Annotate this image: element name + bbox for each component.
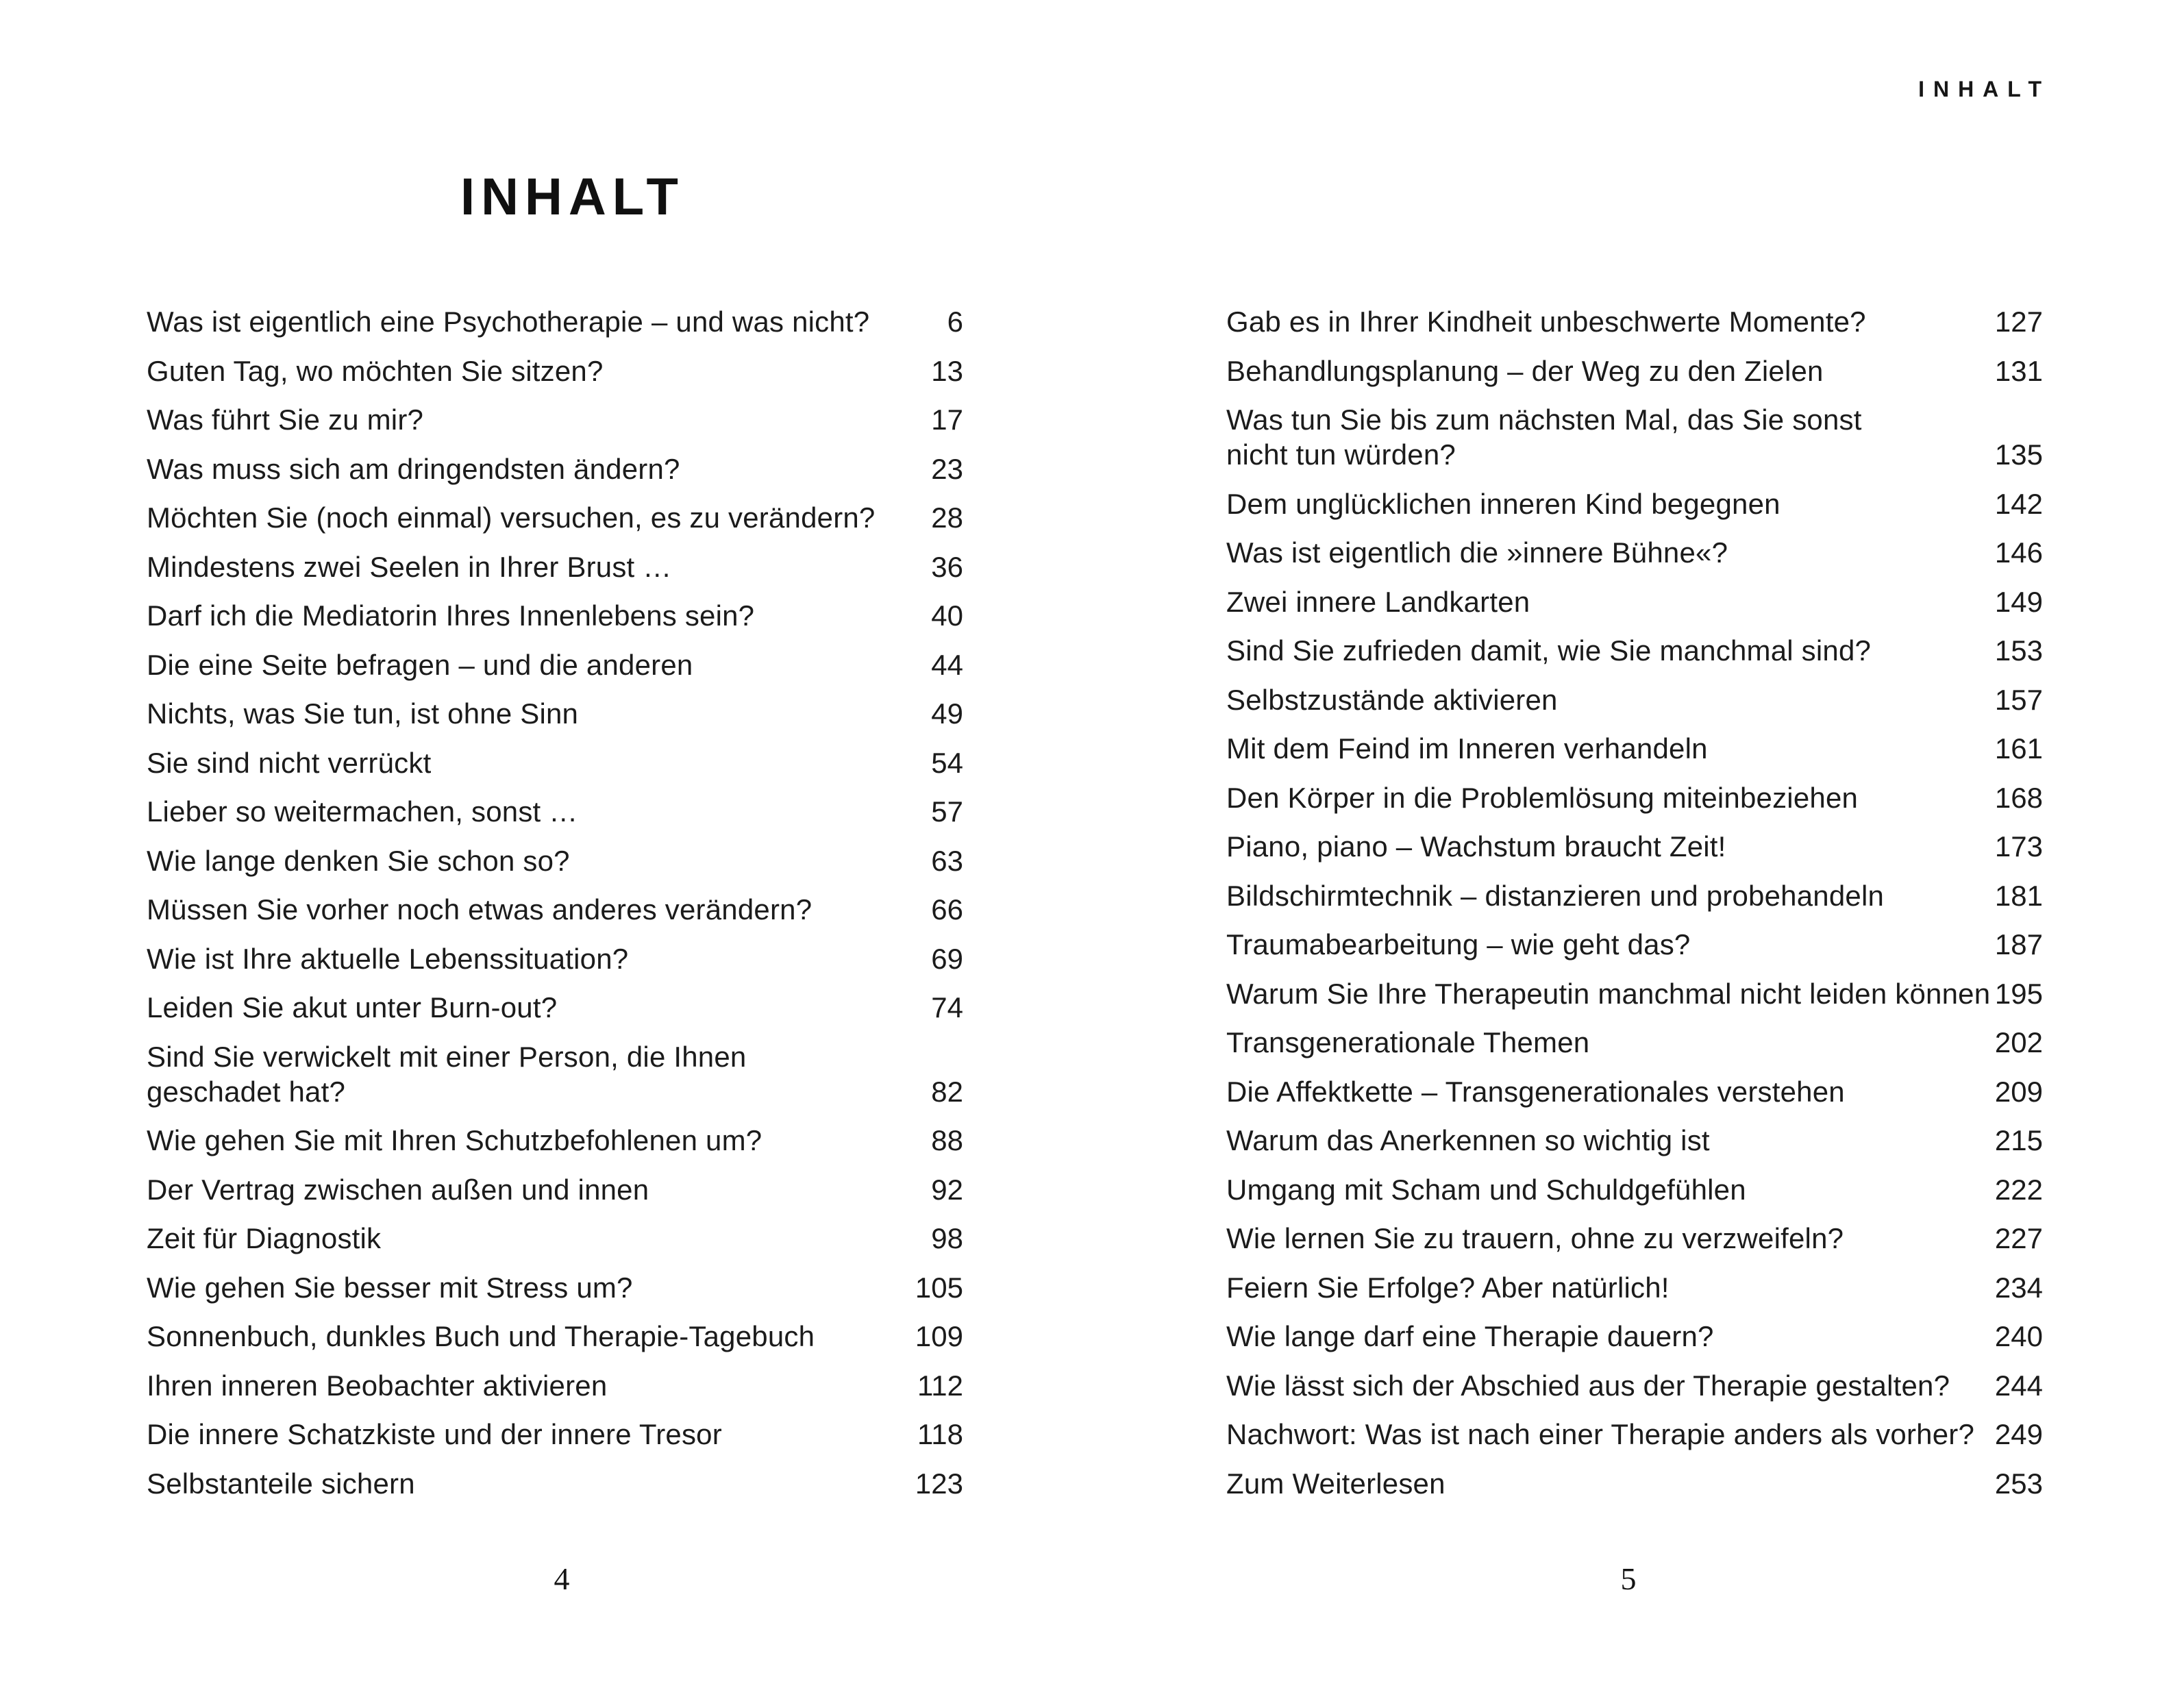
toc-entry-page-number: 253 <box>1994 1467 2043 1500</box>
toc-entry-page-number: 135 <box>1994 438 2043 471</box>
toc-entry-title <box>1226 633 1978 668</box>
toc-entry-title-line: Mindestens zwei Seelen in Ihrer Brust … <box>147 550 672 583</box>
toc-entry-page-number: 131 <box>1994 354 2043 387</box>
toc-entry-title-line: Die innere Schatzkiste und der innere Tresor <box>147 1418 722 1450</box>
toc-entry-title <box>147 402 915 437</box>
toc-entry-title-line: Feiern Sie Erfolge? Aber natürlich! <box>1226 1271 1670 1304</box>
toc-entry <box>147 304 963 339</box>
toc-entry-page-number: 74 <box>931 991 963 1024</box>
toc-entry-title <box>147 941 915 976</box>
toc-entry-page-number: 82 <box>931 1075 963 1108</box>
toc-entry-title-line: Sind Sie verwickelt mit einer Person, die Ihnen <box>147 1040 747 1073</box>
toc-entry-title <box>147 1039 915 1109</box>
toc-entry <box>1226 633 2043 668</box>
toc-entry-page-number: 98 <box>931 1222 963 1254</box>
toc-entry-title-line: Die Affektkette – Transgenerationales verstehen <box>1226 1075 1845 1108</box>
page-title: INHALT <box>460 168 684 226</box>
toc-column-right <box>1226 304 2043 1515</box>
toc-entry-title-line: Wie lange denken Sie schon so? <box>147 844 570 877</box>
toc-entry-page-number: 44 <box>931 648 963 681</box>
toc-entry-title-line: Warum das Anerkennen so wichtig ist <box>1226 1124 1710 1156</box>
toc-entry-title-line: Guten Tag, wo möchten Sie sitzen? <box>147 354 604 387</box>
toc-entry-page-number: 234 <box>1994 1271 2043 1304</box>
running-header: INHALT <box>1918 77 2050 101</box>
toc-entry <box>147 402 963 437</box>
toc-entry <box>147 1466 963 1501</box>
toc-entry-page-number: 69 <box>931 942 963 975</box>
toc-entry-title-line: Umgang mit Scham und Schuldgefühlen <box>1226 1173 1746 1206</box>
toc-entry-page-number: 66 <box>931 893 963 926</box>
toc-entry <box>147 696 963 731</box>
toc-entry-title-line: Transgenerationale Themen <box>1226 1026 1590 1058</box>
toc-entry-title <box>1226 304 1978 339</box>
toc-entry-page-number: 249 <box>1994 1418 2043 1450</box>
toc-entry <box>147 745 963 780</box>
toc-entry-title <box>1226 1417 1978 1452</box>
toc-entry <box>1226 731 2043 766</box>
toc-entry-page-number: 146 <box>1994 536 2043 569</box>
toc-entry-title <box>1226 829 1978 864</box>
toc-entry-title-line: Wie gehen Sie mit Ihren Schutzbefohlenen um? <box>147 1124 762 1156</box>
toc-entry <box>147 990 963 1025</box>
toc-entry <box>147 500 963 535</box>
toc-entry <box>147 647 963 682</box>
toc-entry-page-number: 127 <box>1994 306 2043 338</box>
toc-entry-title-line: Behandlungsplanung – der Weg zu den Zielen <box>1226 354 1824 387</box>
toc-entry <box>1226 1123 2043 1158</box>
toc-entry-title <box>1226 402 1978 472</box>
toc-entry-title <box>147 990 915 1025</box>
toc-entry-page-number: 173 <box>1994 830 2043 863</box>
toc-entry <box>1226 976 2043 1011</box>
toc-entry-title <box>147 843 915 878</box>
toc-entry-title-line: geschadet hat? <box>147 1075 346 1108</box>
toc-entry-page-number: 222 <box>1994 1173 2043 1206</box>
toc-column-left <box>147 304 963 1515</box>
toc-entry-page-number: 202 <box>1994 1026 2043 1058</box>
toc-entry-title <box>147 696 915 731</box>
toc-entry-page-number: 153 <box>1994 634 2043 667</box>
toc-entry-title <box>1226 976 1991 1011</box>
toc-entry-title-line: Was führt Sie zu mir? <box>147 404 424 436</box>
toc-entry-page-number: 23 <box>931 452 963 485</box>
toc-entry-page-number: 49 <box>931 697 963 730</box>
toc-entry <box>1226 402 2043 472</box>
toc-entry-page-number: 240 <box>1994 1320 2043 1352</box>
toc-entry-title-line: Selbstanteile sichern <box>147 1467 415 1500</box>
toc-entry-title-line: Wie ist Ihre aktuelle Lebenssituation? <box>147 942 629 975</box>
toc-entry-title-line: Warum Sie Ihre Therapeutin manchmal nicht leiden können <box>1226 977 1991 1010</box>
toc-entry-title <box>147 1123 915 1158</box>
toc-entry <box>1226 535 2043 570</box>
toc-entry-title-line: Traumabearbeitung – wie geht das? <box>1226 928 1691 960</box>
toc-entry-title <box>1226 878 1978 913</box>
toc-entry-title-line: Müssen Sie vorher noch etwas anderes verändern? <box>147 893 812 926</box>
toc-entry-title <box>1226 1270 1978 1305</box>
toc-entry-page-number: 244 <box>1994 1369 2043 1402</box>
toc-entry-title <box>1226 780 1978 815</box>
toc-entry-title <box>1226 1221 1978 1256</box>
toc-entry-page-number: 168 <box>1994 781 2043 814</box>
toc-entry <box>147 1172 963 1207</box>
toc-entry-title <box>1226 1172 1978 1207</box>
toc-entry <box>1226 1319 2043 1354</box>
toc-entry-title-line: Die eine Seite befragen – und die anderen <box>147 648 693 681</box>
toc-entry-title <box>147 598 915 633</box>
toc-entry-title <box>1226 535 1978 570</box>
toc-entry <box>147 1417 963 1452</box>
toc-entry-title-line: Dem unglücklichen inneren Kind begegnen <box>1226 487 1780 520</box>
toc-entry-title <box>147 647 915 682</box>
toc-entry <box>147 892 963 927</box>
toc-entry <box>1226 1221 2043 1256</box>
toc-entry-title <box>147 892 915 927</box>
toc-entry-title-line: Zwei innere Landkarten <box>1226 585 1530 618</box>
toc-entry-page-number: 118 <box>917 1418 963 1450</box>
toc-entry-title <box>147 1172 915 1207</box>
toc-entry-title-line: Zum Weiterlesen <box>1226 1467 1445 1500</box>
toc-entry-title-line: Leiden Sie akut unter Burn-out? <box>147 991 558 1024</box>
toc-entry-title-line: Nichts, was Sie tun, ist ohne Sinn <box>147 697 579 730</box>
toc-entry-page-number: 28 <box>931 501 963 534</box>
toc-entry <box>1226 1417 2043 1452</box>
toc-entry <box>147 941 963 976</box>
toc-entry-page-number: 13 <box>931 354 963 387</box>
toc-entry-page-number: 57 <box>931 795 963 828</box>
toc-entry-title-line: Gab es in Ihrer Kindheit unbeschwerte Momente? <box>1226 306 1866 338</box>
toc-entry <box>1226 780 2043 815</box>
toc-entry <box>147 549 963 584</box>
toc-entry <box>147 843 963 878</box>
toc-entry-title <box>1226 354 1978 388</box>
toc-entry-page-number: 112 <box>917 1369 963 1402</box>
toc-entry-page-number: 109 <box>915 1320 963 1352</box>
toc-entry-title-line: Wie gehen Sie besser mit Stress um? <box>147 1271 633 1304</box>
toc-entry <box>1226 829 2043 864</box>
toc-entry-title <box>1226 1368 1978 1403</box>
toc-entry-title <box>147 549 915 584</box>
toc-entry <box>1226 1466 2043 1501</box>
toc-entry <box>1226 682 2043 717</box>
toc-entry-title <box>1226 1074 1978 1109</box>
toc-entry-title <box>1226 584 1978 619</box>
toc-entry-title <box>1226 486 1978 521</box>
toc-entry-title <box>1226 1025 1978 1060</box>
toc-entry-title-line: Zeit für Diagnostik <box>147 1222 382 1254</box>
toc-entry-page-number: 195 <box>1994 977 2043 1010</box>
toc-entry-title-line: Darf ich die Mediatorin Ihres Innenlebens sein? <box>147 599 755 632</box>
toc-entry-title <box>1226 682 1978 717</box>
toc-entry-title-line: Sind Sie zufrieden damit, wie Sie manchmal sind? <box>1226 634 1872 667</box>
toc-entry-page-number: 161 <box>1994 732 2043 765</box>
toc-entry <box>1226 1074 2043 1109</box>
toc-entry-page-number: 142 <box>1994 487 2043 520</box>
toc-entry-title-line: Wie lange darf eine Therapie dauern? <box>1226 1320 1714 1352</box>
toc-entry <box>1226 1270 2043 1305</box>
toc-entry <box>147 794 963 829</box>
toc-entry <box>1226 486 2043 521</box>
toc-entry-title-line: Der Vertrag zwischen außen und innen <box>147 1173 649 1206</box>
toc-entry-title <box>147 451 915 486</box>
toc-entry-page-number: 63 <box>931 844 963 877</box>
toc-entry-title-line: Wie lässt sich der Abschied aus der Therapie gestalten? <box>1226 1369 1950 1402</box>
toc-entry-title-line: Möchten Sie (noch einmal) versuchen, es zu verändern? <box>147 501 876 534</box>
toc-entry <box>1226 878 2043 913</box>
toc-entry-title <box>147 794 915 829</box>
page-number-right: 5 <box>1620 1561 1637 1596</box>
toc-entry-title <box>1226 731 1978 766</box>
toc-entry-title-line: Mit dem Feind im Inneren verhandeln <box>1226 732 1708 765</box>
toc-entry-page-number: 40 <box>931 599 963 632</box>
toc-entry-title-line: Nachwort: Was ist nach einer Therapie anders als vorher? <box>1226 1418 1975 1450</box>
toc-entry-page-number: 36 <box>931 550 963 583</box>
toc-entry-title <box>147 1270 899 1305</box>
page-number-left: 4 <box>554 1561 570 1596</box>
toc-entry-title-line: Ihren inneren Beobachter aktivieren <box>147 1369 608 1402</box>
toc-entry <box>1226 927 2043 962</box>
toc-entry-title-line: nicht tun würden? <box>1226 438 1456 471</box>
toc-entry <box>147 451 963 486</box>
toc-entry <box>147 1039 963 1109</box>
toc-entry-title <box>147 1319 899 1354</box>
toc-entry-title-line: Was ist eigentlich die »innere Bühne«? <box>1226 536 1728 569</box>
toc-entry-title <box>147 1221 915 1256</box>
toc-entry <box>147 1319 963 1354</box>
toc-entry-page-number: 187 <box>1994 928 2043 960</box>
toc-entry-page-number: 88 <box>931 1124 963 1156</box>
toc-entry-title-line: Selbstzustände aktivieren <box>1226 683 1558 716</box>
toc-entry-title <box>1226 927 1978 962</box>
toc-entry-title <box>147 1417 901 1452</box>
toc-entry <box>1226 304 2043 339</box>
toc-entry <box>1226 1025 2043 1060</box>
toc-entry-title-line: Sie sind nicht verrückt <box>147 746 432 779</box>
toc-entry-title-line: Sonnenbuch, dunkles Buch und Therapie-Tagebuch <box>147 1320 815 1352</box>
toc-entry-title-line: Was tun Sie bis zum nächsten Mal, das Sie sonst <box>1226 404 1862 436</box>
toc-entry-title-line: Was ist eigentlich eine Psychotherapie – und was nicht? <box>147 306 870 338</box>
toc-entry <box>1226 584 2043 619</box>
toc-entry <box>1226 354 2043 388</box>
toc-entry <box>147 598 963 633</box>
toc-entry-page-number: 17 <box>931 404 963 436</box>
toc-entry-title-line: Was muss sich am dringendsten ändern? <box>147 452 680 485</box>
toc-entry-page-number: 181 <box>1994 879 2043 912</box>
toc-entry <box>147 1221 963 1256</box>
toc-entry-title <box>147 745 915 780</box>
toc-entry-page-number: 105 <box>915 1271 963 1304</box>
toc-entry-title-line: Den Körper in die Problemlösung miteinbeziehen <box>1226 781 1859 814</box>
toc-entry-title <box>1226 1123 1978 1158</box>
toc-entry-page-number: 123 <box>915 1467 963 1500</box>
toc-entry-title-line: Wie lernen Sie zu trauern, ohne zu verzweifeln? <box>1226 1222 1844 1254</box>
toc-entry-page-number: 227 <box>1994 1222 2043 1254</box>
toc-entry-page-number: 92 <box>931 1173 963 1206</box>
toc-entry-title <box>147 1466 899 1501</box>
toc-entry-title <box>147 304 931 339</box>
toc-entry-title-line: Piano, piano – Wachstum braucht Zeit! <box>1226 830 1726 863</box>
toc-entry <box>147 1123 963 1158</box>
toc-entry <box>147 1270 963 1305</box>
toc-entry <box>147 1368 963 1403</box>
toc-entry <box>147 354 963 388</box>
toc-entry-title <box>1226 1466 1978 1501</box>
toc-entry-title-line: Bildschirmtechnik – distanzieren und probehandeln <box>1226 879 1885 912</box>
toc-entry-page-number: 209 <box>1994 1075 2043 1108</box>
toc-entry-page-number: 215 <box>1994 1124 2043 1156</box>
toc-entry-page-number: 149 <box>1994 585 2043 618</box>
toc-entry-page-number: 6 <box>947 306 963 338</box>
toc-entry-title-line: Lieber so weitermachen, sonst … <box>147 795 578 828</box>
toc-entry <box>1226 1172 2043 1207</box>
toc-entry <box>1226 1368 2043 1403</box>
toc-entry-page-number: 157 <box>1994 683 2043 716</box>
toc-entry-title <box>147 354 915 388</box>
toc-entry-title <box>147 1368 901 1403</box>
toc-entry-page-number: 54 <box>931 746 963 779</box>
toc-entry-title <box>147 500 915 535</box>
toc-entry-title <box>1226 1319 1978 1354</box>
